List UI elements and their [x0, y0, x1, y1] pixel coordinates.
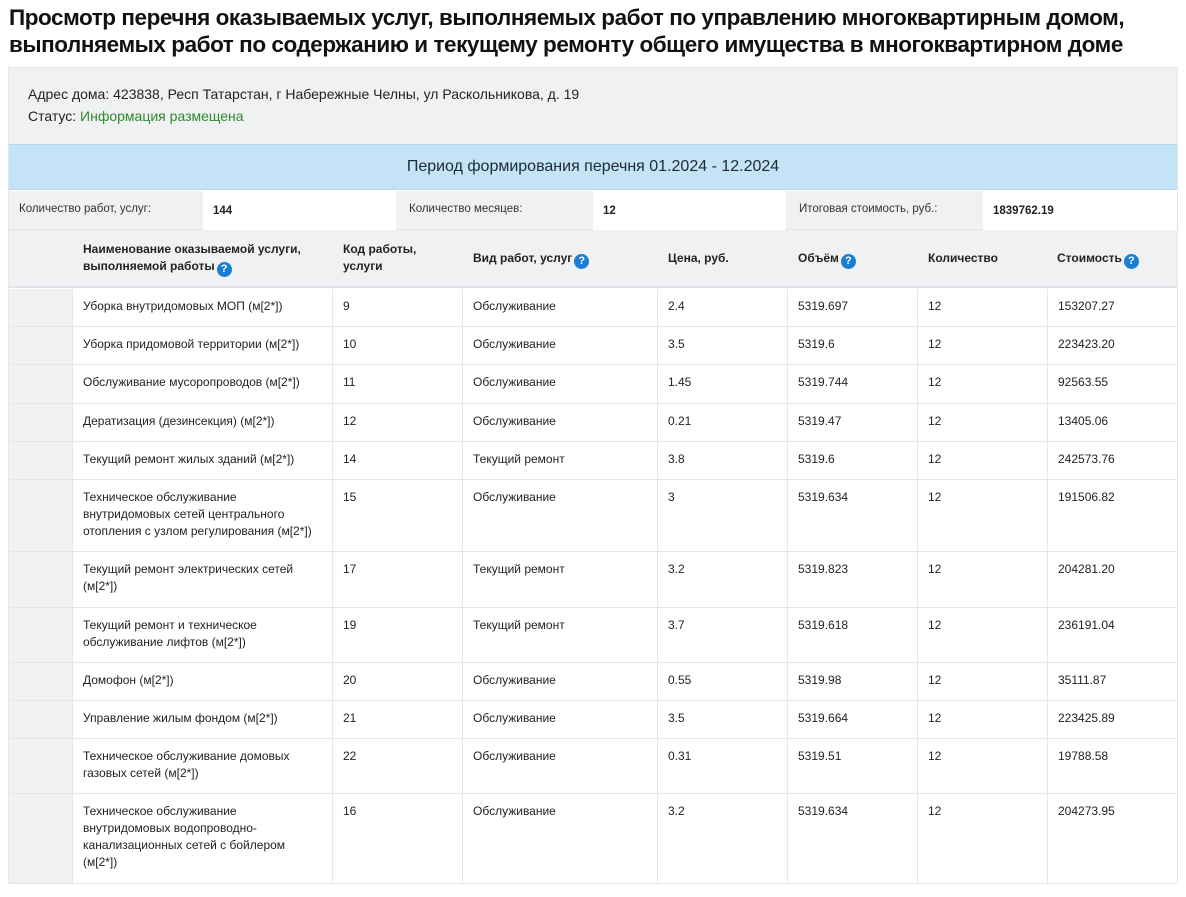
services-table: [8, 289, 1178, 884]
cell-price: 2.4: [657, 289, 787, 326]
question-circle-icon[interactable]: ?: [841, 254, 856, 269]
cell-cost: 92563.55: [1047, 365, 1178, 403]
cell-cost: 191506.82: [1047, 480, 1178, 551]
cell-quantity: 12: [917, 365, 1047, 403]
row-lead-cell: [8, 608, 72, 662]
cell-quantity: 12: [917, 608, 1047, 662]
cell-price: 3.5: [657, 701, 787, 738]
cell-volume: 5319.51: [787, 739, 917, 793]
cell-volume: 5319.823: [787, 552, 917, 607]
cell-type: Обслуживание: [462, 701, 657, 738]
cell-quantity: 12: [917, 663, 1047, 700]
cell-type: Обслуживание: [462, 404, 657, 441]
cell-code: 9: [332, 289, 462, 326]
cell-quantity: 12: [917, 794, 1047, 883]
cell-cost: 236191.04: [1047, 608, 1178, 662]
row-lead-cell: [8, 739, 72, 793]
cell-quantity: 12: [917, 480, 1047, 551]
cell-code: 17: [332, 552, 462, 607]
row-lead-cell: [8, 365, 72, 403]
cell-cost: 13405.06: [1047, 404, 1178, 441]
total-cost-value: 1839762.19: [983, 191, 1178, 230]
works-count-value: 144: [203, 191, 396, 230]
cell-service-name: Обслуживание мусоропроводов (м[2*]): [72, 365, 332, 403]
cell-cost: 19788.58: [1047, 739, 1178, 793]
table-header: [8, 230, 1178, 288]
cell-volume: 5319.98: [787, 663, 917, 700]
cell-type: Текущий ремонт: [462, 552, 657, 607]
column-header-name: Наименование оказываемой услуги, выполняемой работы ?: [83, 242, 301, 275]
table-row: [8, 404, 1178, 442]
column-header-code: Код работы, услуги: [343, 242, 417, 273]
cell-cost: 204281.20: [1047, 552, 1178, 607]
cell-price: 3.8: [657, 442, 787, 479]
cell-code: 12: [332, 404, 462, 441]
row-lead-cell: [8, 327, 72, 364]
table-row: [8, 552, 1178, 608]
cell-service-name: Техническое обслуживание внутридомовых водопроводно-канализационных сетей с бойлером (м[2*]): [72, 794, 332, 883]
cell-service-name: Дератизация (дезинсекция) (м[2*]): [72, 404, 332, 441]
cell-price: 3.7: [657, 608, 787, 662]
cell-price: 3: [657, 480, 787, 551]
cell-type: Обслуживание: [462, 480, 657, 551]
table-row: [8, 365, 1178, 404]
cell-volume: 5319.634: [787, 480, 917, 551]
row-lead-cell: [8, 404, 72, 441]
status-line: [28, 108, 244, 124]
cell-cost: 153207.27: [1047, 289, 1178, 326]
table-row: [8, 739, 1178, 794]
table-row: [8, 663, 1178, 701]
status-label: Статус:: [28, 108, 77, 124]
table-row: [8, 794, 1178, 884]
cell-code: 22: [332, 739, 462, 793]
cell-price: 0.21: [657, 404, 787, 441]
row-lead-cell: [8, 552, 72, 607]
table-row: [8, 701, 1178, 739]
cell-service-name: Текущий ремонт электрических сетей (м[2*]): [72, 552, 332, 607]
cell-volume: 5319.6: [787, 442, 917, 479]
cell-quantity: 12: [917, 404, 1047, 441]
total-cost-label: Итоговая стоимость, руб.:: [799, 203, 938, 215]
column-header-price: Цена, руб.: [668, 251, 729, 265]
cell-service-name: Управление жилым фондом (м[2*]): [72, 701, 332, 738]
cell-cost: 242573.76: [1047, 442, 1178, 479]
cell-type: Текущий ремонт: [462, 442, 657, 479]
cell-type: Обслуживание: [462, 365, 657, 403]
cell-code: 19: [332, 608, 462, 662]
address-value: 423838, Респ Татарстан, г Набережные Челны, ул Раскольникова, д. 19: [113, 86, 580, 102]
months-count-value: 12: [593, 191, 786, 230]
cell-volume: 5319.47: [787, 404, 917, 441]
cell-volume: 5319.6: [787, 327, 917, 364]
row-lead-cell: [8, 794, 72, 883]
cell-cost: 223423.20: [1047, 327, 1178, 364]
cell-type: Обслуживание: [462, 327, 657, 364]
cell-code: 10: [332, 327, 462, 364]
cell-volume: 5319.744: [787, 365, 917, 403]
cell-volume: 5319.634: [787, 794, 917, 883]
cell-service-name: Техническое обслуживание внутридомовых сетей центрального отопления с узлом регулирования (м[2*]): [72, 480, 332, 551]
cell-service-name: Домофон (м[2*]): [72, 663, 332, 700]
row-lead-cell: [8, 663, 72, 700]
question-circle-icon[interactable]: ?: [217, 262, 232, 277]
cell-quantity: 12: [917, 701, 1047, 738]
cell-quantity: 12: [917, 442, 1047, 479]
cell-type: Обслуживание: [462, 663, 657, 700]
cell-volume: 5319.697: [787, 289, 917, 326]
row-lead-cell: [8, 442, 72, 479]
cell-code: 20: [332, 663, 462, 700]
cell-quantity: 12: [917, 739, 1047, 793]
table-row: [8, 289, 1178, 327]
cell-quantity: 12: [917, 327, 1047, 364]
cell-code: 16: [332, 794, 462, 883]
column-header-volume: Объём ?: [798, 250, 918, 269]
cell-type: Текущий ремонт: [462, 608, 657, 662]
cell-price: 3.5: [657, 327, 787, 364]
table-row: [8, 480, 1178, 552]
question-circle-icon[interactable]: ?: [574, 254, 589, 269]
status-value: Информация размещена: [80, 108, 244, 124]
cell-price: 3.2: [657, 794, 787, 883]
cell-volume: 5319.618: [787, 608, 917, 662]
cell-price: 1.45: [657, 365, 787, 403]
works-count-label: Количество работ, услуг:: [19, 203, 152, 215]
house-info-panel: [8, 67, 1178, 144]
cell-price: 0.55: [657, 663, 787, 700]
cell-cost: 223425.89: [1047, 701, 1178, 738]
cell-price: 3.2: [657, 552, 787, 607]
cell-type: Обслуживание: [462, 794, 657, 883]
cell-service-name: Уборка придомовой территории (м[2*]): [72, 327, 332, 364]
column-header-type: Вид работ, услуг ?: [473, 250, 653, 269]
table-row: [8, 608, 1178, 663]
row-lead-cell: [8, 480, 72, 551]
cell-cost: 35111.87: [1047, 663, 1178, 700]
cell-code: 11: [332, 365, 462, 403]
column-header-quantity: Количество: [928, 251, 998, 265]
table-row: [8, 442, 1178, 480]
page-title: Просмотр перечня оказываемых услуг, выполняемых работ по управлению многоквартирным домом, выполняемых работ по содержанию и текущему ремонту общего имущества в многоквартирном доме: [9, 5, 1125, 57]
cell-quantity: 12: [917, 289, 1047, 326]
address-line: [28, 86, 579, 102]
cell-price: 0.31: [657, 739, 787, 793]
cell-volume: 5319.664: [787, 701, 917, 738]
table-row: [8, 327, 1178, 365]
address-label: Адрес дома:: [28, 86, 110, 102]
cell-service-name: Текущий ремонт и техническое обслуживание лифтов (м[2*]): [72, 608, 332, 662]
cell-service-name: Уборка внутридомовых МОП (м[2*]): [72, 289, 332, 326]
summary-row: [8, 191, 1178, 230]
period-header: Период формирования перечня 01.2024 - 12.2024: [8, 144, 1178, 190]
cell-service-name: Техническое обслуживание домовых газовых сетей (м[2*]): [72, 739, 332, 793]
cell-code: 14: [332, 442, 462, 479]
cell-type: Обслуживание: [462, 289, 657, 326]
column-header-cost: Стоимость ?: [1057, 250, 1177, 269]
row-lead-cell: [8, 701, 72, 738]
months-count-label: Количество месяцев:: [409, 203, 523, 215]
cell-code: 15: [332, 480, 462, 551]
cell-quantity: 12: [917, 552, 1047, 607]
cell-service-name: Текущий ремонт жилых зданий (м[2*]): [72, 442, 332, 479]
cell-code: 21: [332, 701, 462, 738]
question-circle-icon[interactable]: ?: [1124, 254, 1139, 269]
cell-cost: 204273.95: [1047, 794, 1178, 883]
row-lead-cell: [8, 289, 72, 326]
cell-type: Обслуживание: [462, 739, 657, 793]
